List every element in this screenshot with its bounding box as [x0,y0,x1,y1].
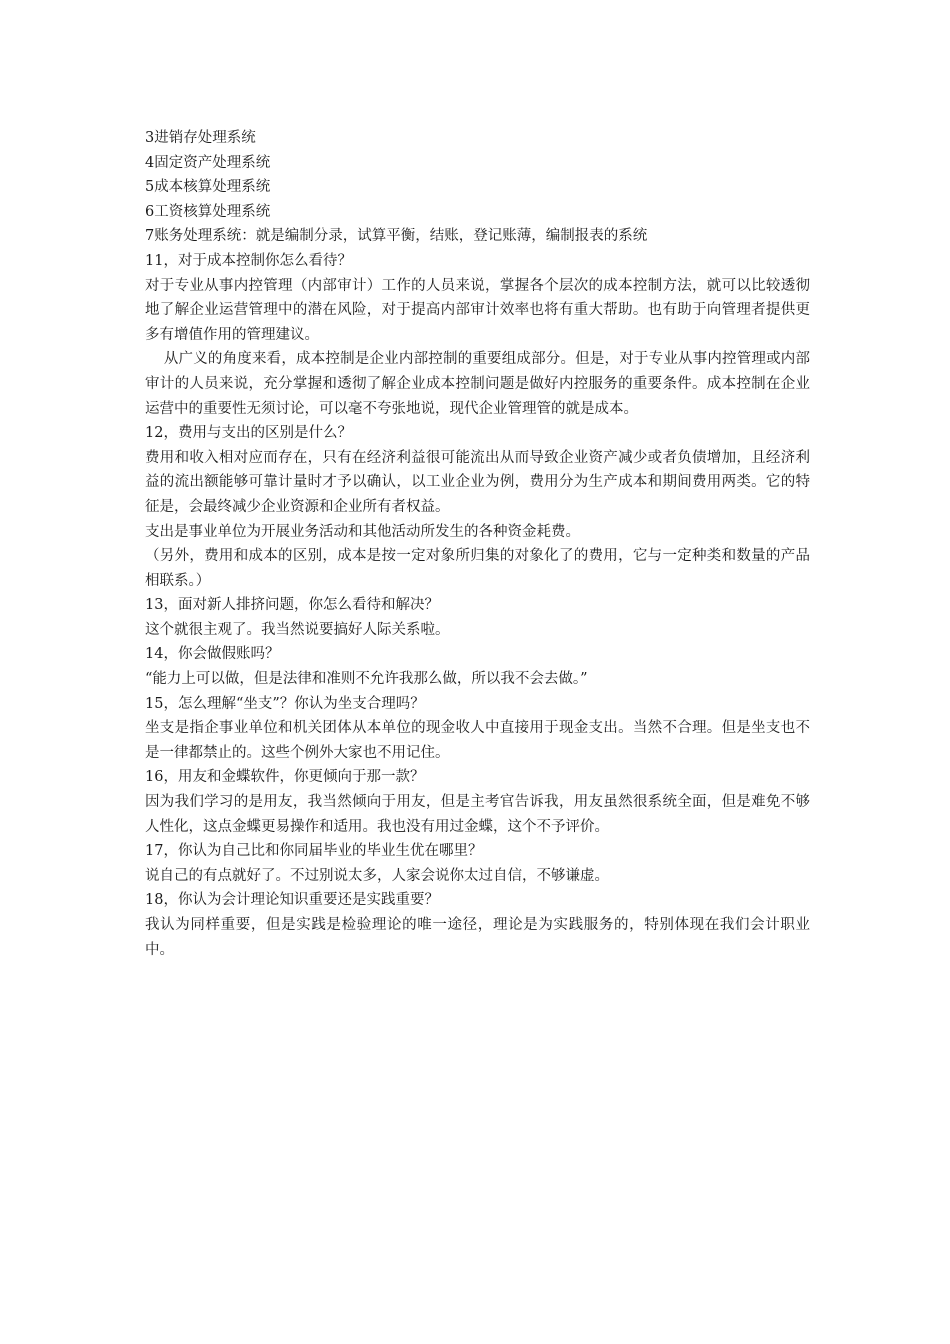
document-body [145,126,810,962]
answer-16: 因为我们学习的是用友，我当然倾向于用友，但是主考官告诉我，用友虽然很系统全面，但是难免不够人性化，这点金蝶更易操作和适用。我也没有用过金蝶，这个不予评价。 [145,794,810,835]
answer-11-paragraph-1: 对于专业从事内控管理（内部审计）工作的人员来说，掌握各个层次的成本控制方法，就可以比较透彻地了解企业运营管理中的潜在风险，对于提高内部审计效率也将有重大帮助。也有助于向管理者提供更多有增值作用的管理建议。 [145,277,810,343]
answer-12-paragraph-1: 费用和收入相对应而存在，只有在经济利益很可能流出从而导致企业资产减少或者负债增加，且经济利益的流出额能够可靠计量时才予以确认，以工业企业为例，费用分为生产成本和期间费用两类。它的特征是，会最终减少企业资源和企业所有者权益。 [145,449,810,515]
answer-13: 这个就很主观了。我当然说要搞好人际关系啦。 [145,621,450,638]
answer-14: “能力上可以做，但是法律和准则不允许我那么做，所以我不会去做。” [145,671,588,688]
question-17: 17，你认为自己比和你同届毕业的毕业生优在哪里？ [145,843,483,860]
answer-12-paragraph-3: （另外，费用和成本的区别，成本是按一定对象所归集的对象化了的费用，它与一定种类和数量的产品相联系。） [145,548,810,589]
answer-12-paragraph-2: 支出是事业单位为开展业务活动和其他活动所发生的各种资金耗费。 [145,523,580,540]
list-item-cost-accounting-system: 5成本核算处理系统 [145,179,271,196]
question-13: 13，面对新人排挤问题，你怎么看待和解决？ [145,597,439,614]
answer-18: 我认为同样重要，但是实践是检验理论的唯一途径，理论是为实践服务的，特别体现在我们会计职业中。 [145,917,810,958]
question-16: 16，用友和金蝶软件，你更倾向于那一款？ [145,769,425,786]
question-12: 12，费用与支出的区别是什么？ [145,425,352,442]
question-14: 14，你会做假账吗？ [145,646,280,663]
answer-17: 说自己的有点就好了。不过别说太多，人家会说你太过自信，不够谦虚。 [145,867,609,884]
list-item-payroll-system: 6工资核算处理系统 [145,203,271,220]
list-item-bookkeeping-system: 7账务处理系统：就是编制分录，试算平衡，结账，登记账薄，编制报表的系统 [145,228,648,245]
list-item-fixed-assets-system: 4固定资产处理系统 [145,154,271,171]
question-11: 11，对于成本控制你怎么看待？ [145,252,352,269]
question-15: 15，怎么理解“坐支”？你认为坐支合理吗？ [145,695,425,712]
list-item-inventory-system: 3进销存处理系统 [145,130,256,146]
answer-11-paragraph-2: 从广义的角度来看，成本控制是企业内部控制的重要组成部分。但是，对于专业从事内控管理或内部审计的人员来说，充分掌握和透彻了解企业成本控制问题是做好内控服务的重要条件。成本控制在企业运营中的重要性无须讨论，可以毫不夸张地说，现代企业管理管的就是成本。 [145,351,810,417]
answer-15: 坐支是指企事业单位和机关团体从本单位的现金收人中直接用于现金支出。当然不合理。但是坐支也不是一律都禁止的。这些个例外大家也不用记住。 [145,720,810,761]
question-18: 18，你认为会计理论知识重要还是实践重要？ [145,892,439,909]
